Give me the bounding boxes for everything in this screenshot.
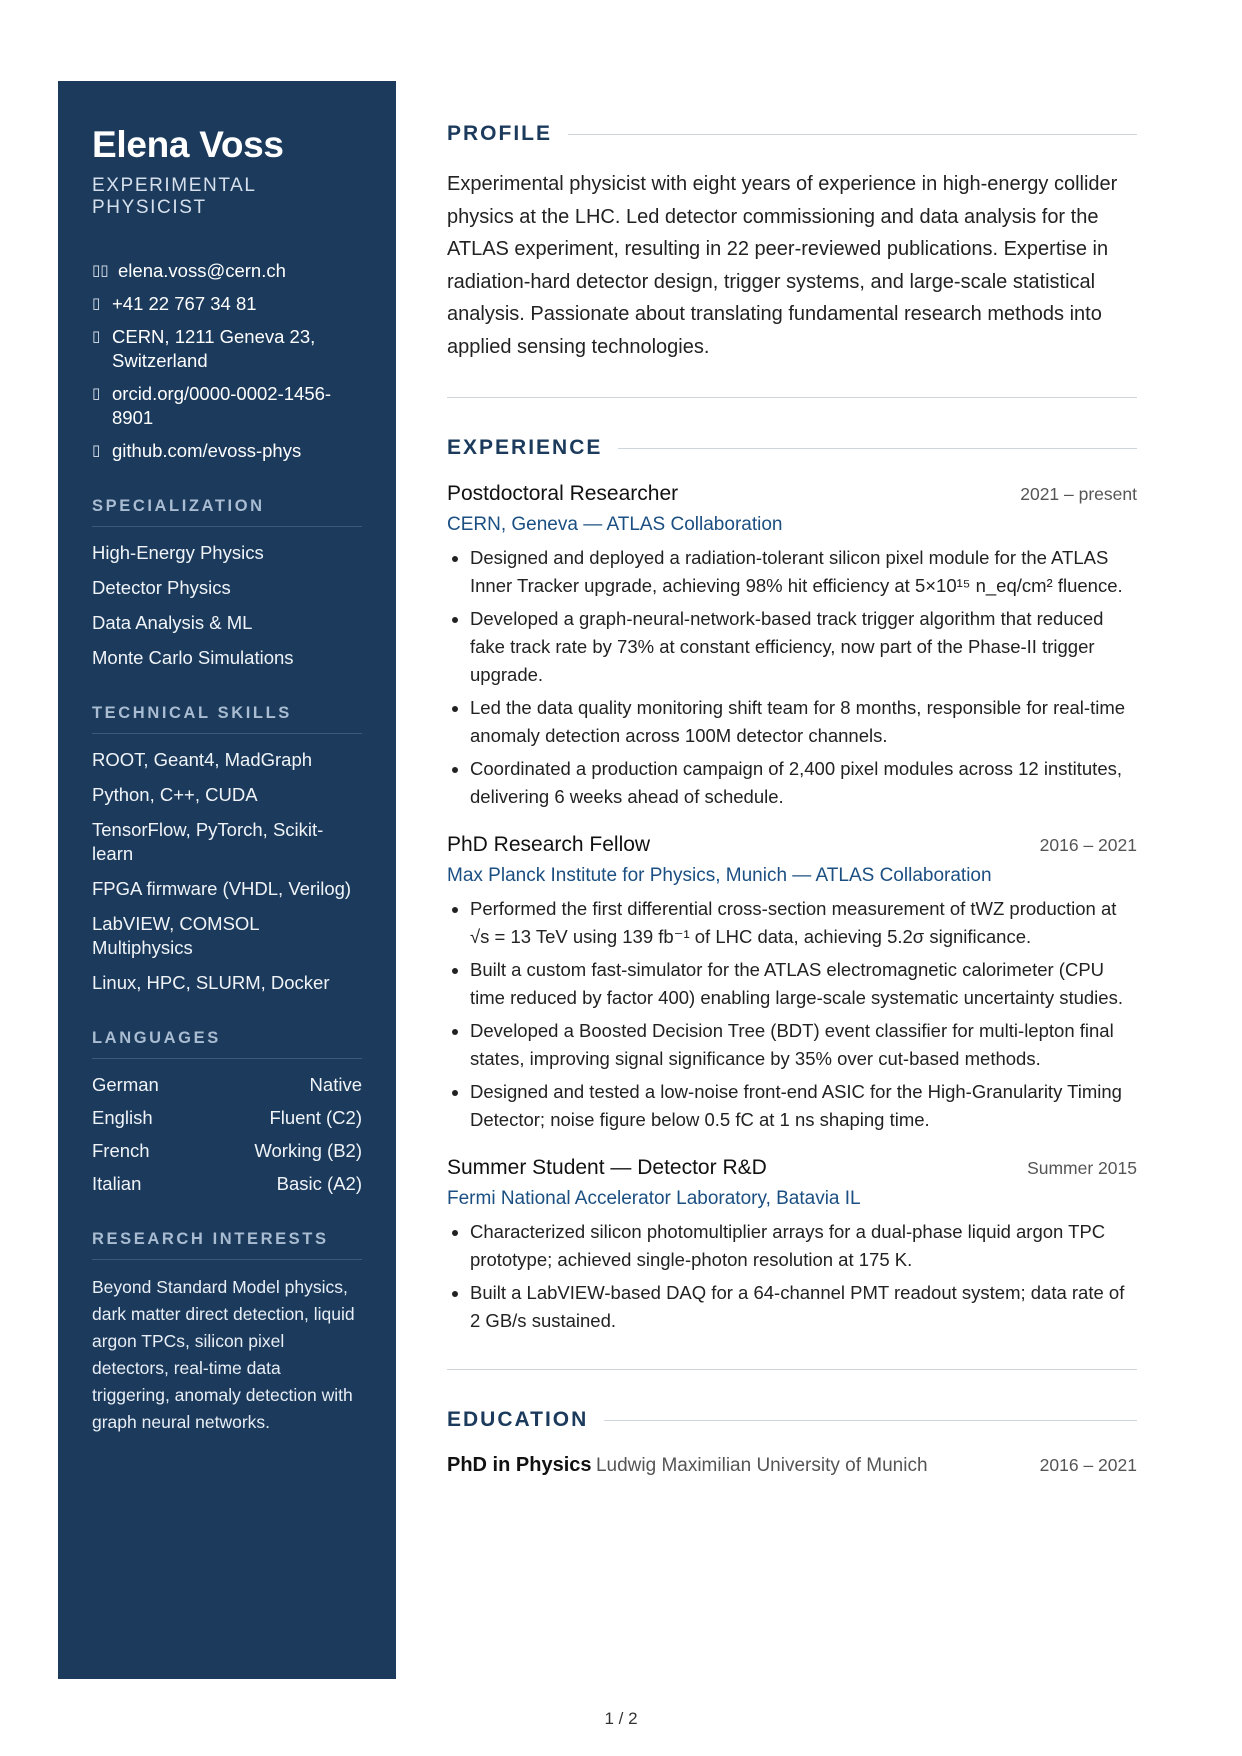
section-rule [568,134,1137,135]
job-organization: Fermi National Accelerator Laboratory, Batavia IL [447,1188,861,1209]
language-row [92,1106,362,1130]
contact-email[interactable] [92,259,362,283]
list-item: Linux, HPC, SLURM, Docker [92,972,330,993]
education-heading: EDUCATION [447,1408,589,1431]
specialization-list [92,541,362,670]
job-organization: CERN, Geneva — ATLAS Collaboration [447,514,783,535]
language-level: Basic (A2) [276,1173,362,1194]
language-row [92,1073,362,1097]
main-content [447,122,1137,1477]
job-date: Summer 2015 [1027,1158,1137,1178]
profile-section-header [447,122,1137,146]
candidate-name: Elena Voss [92,124,284,165]
list-item: LabVIEW, COMSOL Multiphysics [92,913,259,958]
phone-icon: ▯ [92,295,101,312]
job-bullets [447,895,1137,1134]
list-item: • Characterized silicon photomultiplier arrays for a dual-phase liquid argon TPC prototype; achieved single-photon resolution at 175 K. [470,1218,1137,1274]
job-date: 2021 – present [1020,484,1137,504]
address-text: CERN, 1211 Geneva 23, Switzerland [112,326,316,371]
list-item: • Built a custom fast-simulator for the ATLAS electromagnetic calorimeter (CPU time reduced by factor 400) enabling large-scale systematic uncertainty studies. [470,956,1137,1012]
job-entry-phd [447,833,1137,1134]
job-date: 2016 – 2021 [1039,835,1137,855]
language-level: Working (B2) [254,1140,362,1161]
list-item: • Performed the first differential cross-section measurement of tWZ production at √s = 13 TeV using 139 fb⁻¹ of LHC data, achieving 5.2σ significance. [470,895,1137,951]
language-level: Fluent (C2) [269,1107,362,1128]
job-title: PhD Research Fellow [447,833,651,856]
github-text: github.com/evoss-phys [112,440,302,461]
job-entry-postdoc [447,482,1137,811]
education-entry [447,1454,1137,1477]
experience-heading: EXPERIENCE [447,436,603,459]
job-entry-summer [447,1156,1137,1335]
list-item: • Built a LabVIEW-based DAQ for a 64-channel PMT readout system; data rate of 2 GB/s sustained. [470,1279,1137,1335]
language-name: German [92,1074,159,1095]
list-item: Python, C++, CUDA [92,784,258,805]
education-school: Ludwig Maximilian University of Munich [595,1455,928,1476]
email-text: elena.voss@cern.ch [118,260,286,281]
specialization-heading: SPECIALIZATION [92,497,362,527]
list-item: • Developed a Boosted Decision Tree (BDT) event classifier for multi-lepton final states, improving signal significance by 35% over cut-based methods. [470,1017,1137,1073]
job-bullets [447,544,1137,811]
contact-list [92,259,362,463]
profile-heading: PROFILE [447,122,553,145]
language-name: Italian [92,1173,142,1194]
education-date: 2016 – 2021 [1039,1455,1137,1475]
job-organization: Max Planck Institute for Physics, Munich — ATLAS Collaboration [447,865,992,886]
research-interests-heading: RESEARCH INTERESTS [92,1230,362,1260]
list-item: Detector Physics [92,577,231,598]
list-item: • Coordinated a production campaign of 2,400 pixel modules across 12 institutes, delivering 6 weeks ahead of schedule. [470,755,1137,811]
section-divider [447,397,1137,398]
language-row [92,1172,362,1196]
job-title: Postdoctoral Researcher [447,482,679,505]
email-icon: ▯▯ [92,262,109,279]
list-item: Data Analysis & ML [92,612,253,633]
list-item: Monte Carlo Simulations [92,647,294,668]
section-rule [618,448,1137,449]
contact-github[interactable] [92,439,362,463]
list-item: FPGA firmware (VHDL, Verilog) [92,878,352,899]
job-title: Summer Student — Detector R&D [447,1156,767,1179]
orcid-text: orcid.org/0000-0002-1456-8901 [112,383,332,428]
job-bullets [447,1218,1137,1335]
experience-section-header [447,436,1137,460]
candidate-title: EXPERIMENTAL PHYSICIST [92,175,256,218]
language-name: English [92,1107,153,1128]
section-rule [604,1420,1137,1421]
language-row [92,1139,362,1163]
research-interests-text: Beyond Standard Model physics, dark matter direct detection, liquid argon TPCs, silicon pixel detectors, real-time data triggering, anomaly detection with graph neural networks. [92,1277,355,1432]
orcid-icon: ▯ [92,385,101,402]
contact-orcid[interactable] [92,382,362,430]
contact-phone[interactable] [92,292,362,316]
language-level: Native [309,1074,362,1095]
contact-address [92,325,362,373]
languages-list [92,1073,362,1196]
list-item: • Led the data quality monitoring shift team for 8 months, responsible for real-time anomaly detection across 100M detector channels. [470,694,1137,750]
languages-heading: LANGUAGES [92,1029,362,1059]
sidebar [58,81,396,1679]
education-section-header [447,1408,1137,1432]
location-icon: ▯ [92,328,101,345]
list-item: High-Energy Physics [92,542,264,563]
phone-text: +41 22 767 34 81 [112,293,257,314]
profile-summary: Experimental physicist with eight years of experience in high-energy collider physics at the LHC. Led detector commissioning and data analysis for the ATLAS experiment, resulting in 22 peer-reviewed publications. Expertise in radiation-hard detector design, trigger systems, and large-scale statistical analysis. Passionate about translating fundamental research methods into applied sensing technologies. [447,173,1118,358]
list-item: • Designed and tested a low-noise front-end ASIC for the High-Granularity Timing Detector; noise figure below 0.5 fC at 1 ns shaping time. [470,1078,1137,1134]
list-item: • Developed a graph-neural-network-based track trigger algorithm that reduced fake track rate by 73% at constant efficiency, now part of the Phase-II trigger upgrade. [470,605,1137,689]
technical-skills-heading: TECHNICAL SKILLS [92,704,362,734]
section-divider [447,1369,1137,1370]
list-item: TensorFlow, PyTorch, Scikit-learn [92,819,324,864]
github-icon: ▯ [92,442,101,459]
list-item: ROOT, Geant4, MadGraph [92,749,313,770]
page-number: 1 / 2 [604,1709,638,1728]
list-item: • Designed and deployed a radiation-tolerant silicon pixel module for the ATLAS Inner Tracker upgrade, achieving 98% hit efficiency at 5×10¹⁵ n_eq/cm² fluence. [470,544,1137,600]
language-name: French [92,1140,150,1161]
education-degree: PhD in Physics [447,1454,592,1476]
technical-skills-list [92,748,362,995]
